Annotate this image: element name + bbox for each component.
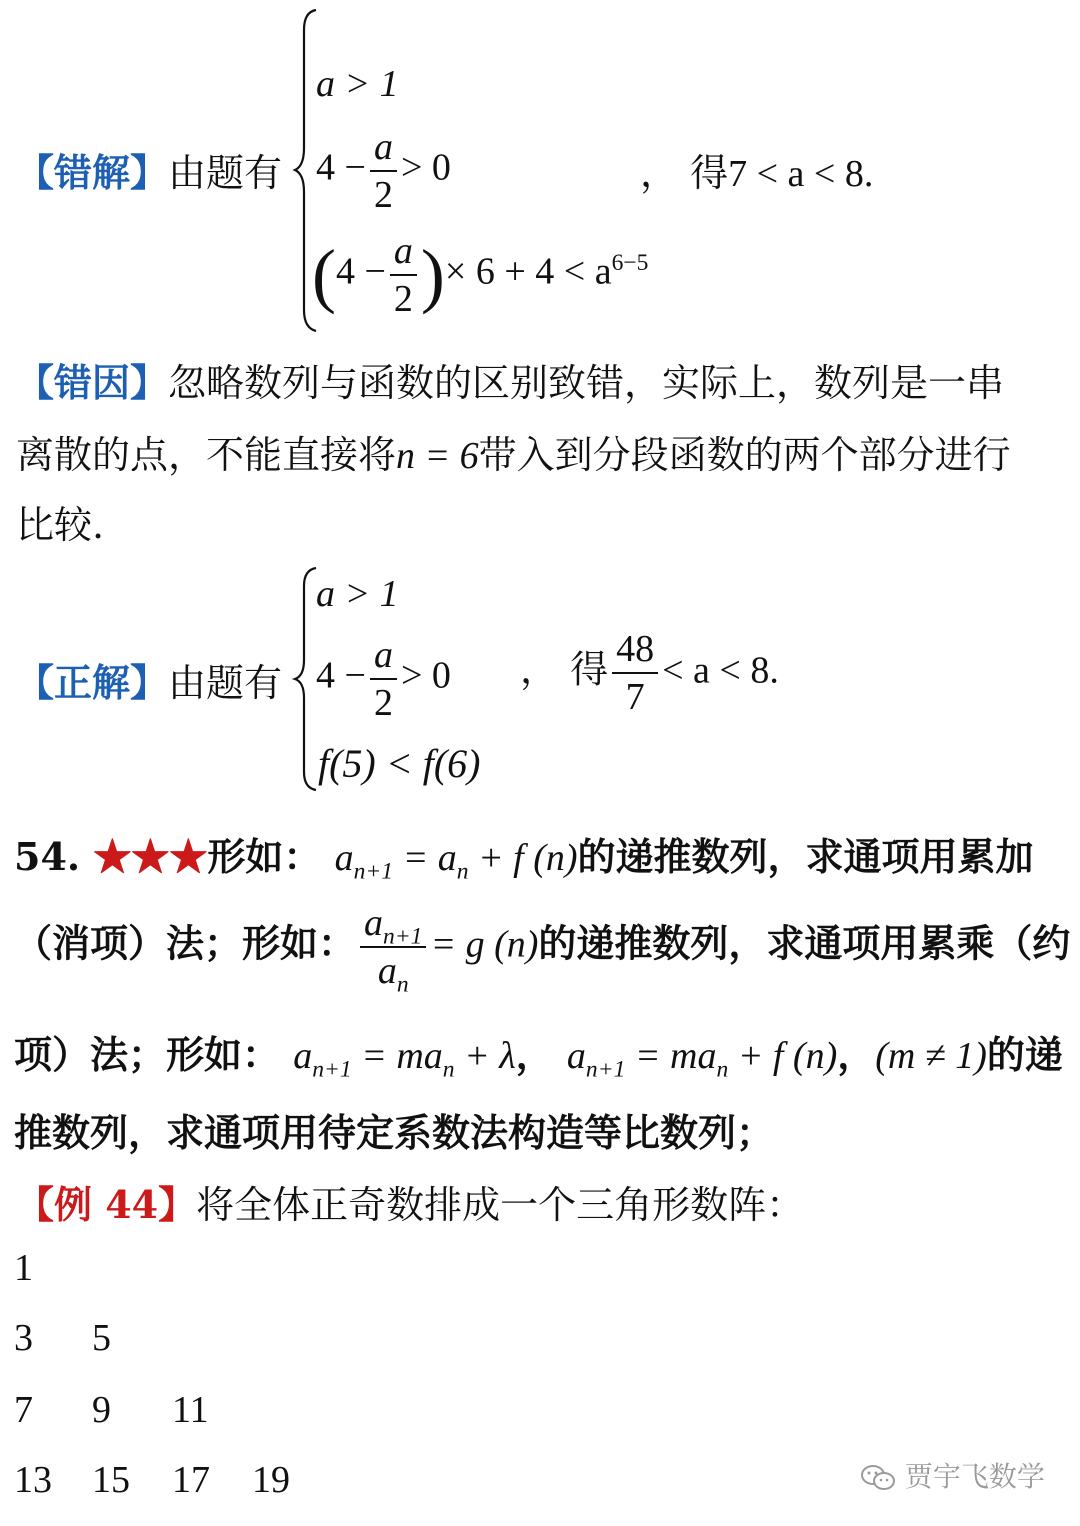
wrong-cond-3-lead: 4 − bbox=[335, 250, 386, 293]
correct-result-tail: < a < 8. bbox=[662, 649, 779, 692]
example-line bbox=[16, 1174, 804, 1229]
point54-formula-2: = g (n) bbox=[430, 923, 539, 966]
point54-line-2 bbox=[14, 902, 1071, 998]
wechat-icon bbox=[860, 1463, 896, 1493]
wrong-solution-line bbox=[16, 142, 282, 197]
correct-cond-2 bbox=[316, 636, 451, 722]
triangle-cell: 13 bbox=[14, 1459, 52, 1501]
wrong-solution-intro: 由题有 bbox=[168, 151, 283, 195]
cause-line-1 bbox=[16, 352, 1004, 407]
point54-sep-2: ， bbox=[837, 1032, 876, 1077]
triangle-cell: 1 bbox=[14, 1247, 33, 1289]
correct-result-word: 得 bbox=[570, 647, 609, 692]
correct-cond-3: f(5) < f(6) bbox=[318, 741, 481, 786]
triangle-cell: 15 bbox=[92, 1459, 130, 1501]
correct-solution-result bbox=[520, 630, 779, 716]
triangle-cell: 7 bbox=[14, 1389, 33, 1431]
triangle-cell: 19 bbox=[252, 1459, 290, 1501]
correct-cond-1: a > 1 bbox=[316, 573, 399, 615]
point54-text-3b: 的递 bbox=[986, 1032, 1063, 1077]
wrong-cond-2-tail: > 0 bbox=[400, 146, 451, 189]
wrong-cond-3-tail: × 6 + 4 < a bbox=[444, 250, 612, 293]
point54-formula-5: (m ≠ 1) bbox=[875, 1035, 987, 1077]
triangle-cell: 3 bbox=[14, 1317, 33, 1359]
example-label: 【例 44】 bbox=[16, 1182, 197, 1227]
wrong-cond-3-den: 2 bbox=[393, 278, 413, 320]
point54-frac-num: $a_{n+1}$ bbox=[360, 904, 426, 948]
wrong-cond-3-exp: 6−5 bbox=[611, 250, 649, 277]
correct-cond-2-num: a bbox=[370, 636, 397, 680]
point54-formula-4: $a_{n+1} = ma_n + f$ (n) bbox=[566, 1035, 838, 1083]
correct-cond-2-lead: 4 − bbox=[316, 654, 366, 697]
wrong-cond-2 bbox=[316, 128, 451, 214]
correct-cond-2-tail: > 0 bbox=[400, 654, 451, 697]
point54-line-3 bbox=[14, 1024, 1063, 1083]
cause-math: n = 6 bbox=[396, 435, 479, 477]
correct-result-sep: ， bbox=[520, 647, 559, 692]
correct-solution-line bbox=[16, 652, 282, 707]
wrong-cond-3-num: a bbox=[390, 232, 417, 276]
correct-result-den: 7 bbox=[625, 676, 645, 718]
correct-solution-label: 【正解】 bbox=[16, 660, 169, 705]
triangle-cell: 5 bbox=[92, 1317, 111, 1359]
point54-frac-den: $a_n$ bbox=[377, 950, 409, 998]
wrong-solution-label: 【错解】 bbox=[16, 150, 169, 195]
wrong-cond-2-num: a bbox=[370, 128, 397, 172]
correct-result-num: 48 bbox=[612, 630, 658, 674]
point54-stars: ★★★ bbox=[93, 834, 208, 879]
wrong-solution-result bbox=[640, 142, 873, 197]
cause-text-2a: 离散的点，不能直接将 bbox=[16, 433, 397, 477]
point54-text-1b: 的递推数列，求通项用累加 bbox=[577, 834, 1034, 879]
watermark-text: 贾宇飞数学 bbox=[904, 1460, 1045, 1493]
example-text: 将全体正奇数排成一个三角形数阵： bbox=[196, 1183, 805, 1227]
cause-text-1: 忽略数列与函数的区别致错，实际上，数列是一串 bbox=[168, 361, 1005, 405]
wrong-result-value: 7 < a < 8. bbox=[728, 153, 874, 195]
point54-line-1 bbox=[14, 826, 1034, 885]
wrong-cond-2-lead: 4 − bbox=[316, 146, 366, 189]
point54-formula-1: $a_{n+1} = a_n + f$ (n) bbox=[334, 837, 578, 885]
wrong-cond-2-den: 2 bbox=[373, 174, 393, 216]
point54-line-4: 推数列，求通项用待定系数法构造等比数列； bbox=[14, 1110, 775, 1155]
cause-text-2b: 带入到分段函数的两个部分进行 bbox=[478, 433, 1011, 477]
cause-label: 【错因】 bbox=[16, 360, 169, 405]
wrong-result-sep: ， bbox=[640, 151, 679, 195]
point54-formula-3: $a_{n+1} = ma_n + \lambda$ bbox=[293, 1035, 516, 1083]
cause-line-3: 比较. bbox=[16, 503, 105, 547]
point54-text-1a: 形如： bbox=[207, 834, 322, 879]
triangle-cell: 11 bbox=[172, 1389, 209, 1431]
wrong-result-word: 得 bbox=[690, 151, 729, 195]
wrong-cond-3: (4 − $\frac{a}{2}$ )× $6 + 4 < a^{6-5}$ bbox=[312, 230, 649, 320]
point54-number: 54. bbox=[14, 834, 81, 879]
point54-text-3a: 项）法；形如： bbox=[14, 1032, 281, 1077]
cause-line-2 bbox=[16, 424, 1011, 479]
watermark bbox=[860, 1455, 1045, 1495]
triangle-cell: 9 bbox=[92, 1389, 111, 1431]
point54-sep-1: ， bbox=[515, 1032, 554, 1077]
correct-solution-intro: 由题有 bbox=[168, 661, 283, 705]
point54-text-2b: 的递推数列，求通项用累乘（约 bbox=[538, 920, 1071, 966]
triangle-cell: 17 bbox=[172, 1459, 210, 1501]
wrong-cond-1: a > 1 bbox=[316, 63, 399, 105]
point54-text-2a: （消项）法；形如： bbox=[14, 920, 357, 966]
correct-cond-2-den: 2 bbox=[373, 682, 393, 724]
